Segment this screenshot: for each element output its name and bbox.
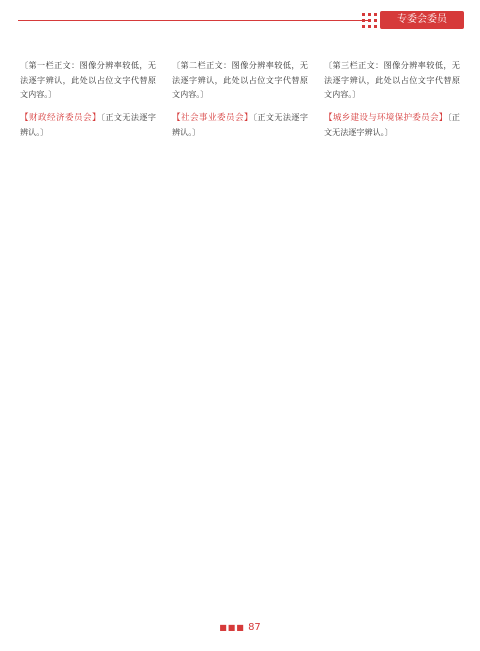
header-dots-icon [360, 10, 380, 30]
text-column-1 [20, 58, 156, 140]
body-paragraph: 〔第三栏正文：图像分辨率较低，无法逐字辨认，此处以占位文字代替原文内容。〕 [324, 60, 460, 100]
section-gap [324, 102, 460, 110]
section-body: 〔正文无法逐字辨认。〕 [20, 111, 156, 138]
text-column-2 [172, 58, 308, 140]
body-paragraph: 〔第二栏正文：图像分辨率较低，无法逐字辨认，此处以占位文字代替原文内容。〕 [172, 60, 308, 100]
section-paragraph [172, 110, 308, 140]
section-gap [20, 102, 156, 110]
page-number: 87 [248, 622, 261, 633]
header-section-tag: 专委会委员 [380, 11, 464, 29]
section-body: 〔正文无法逐字辨认。〕 [172, 111, 308, 138]
footer-dots-left: ■■■ [219, 623, 245, 632]
section-title: 【社会事业委员会】 [172, 112, 253, 123]
body-paragraph: 〔第一栏正文：图像分辨率较低，无法逐字辨认，此处以占位文字代替原文内容。〕 [20, 60, 156, 100]
text-column-3 [324, 58, 460, 140]
section-title: 【城乡建设与环境保护委员会】 [324, 112, 448, 123]
page-footer [0, 622, 480, 633]
section-gap [172, 102, 308, 110]
section-paragraph [324, 110, 460, 140]
section-body: 〔正文无法逐字辨认。〕 [324, 111, 460, 138]
header-rule [18, 20, 370, 21]
section-title: 【财政经济委员会】 [20, 112, 101, 123]
section-paragraph [20, 110, 156, 140]
